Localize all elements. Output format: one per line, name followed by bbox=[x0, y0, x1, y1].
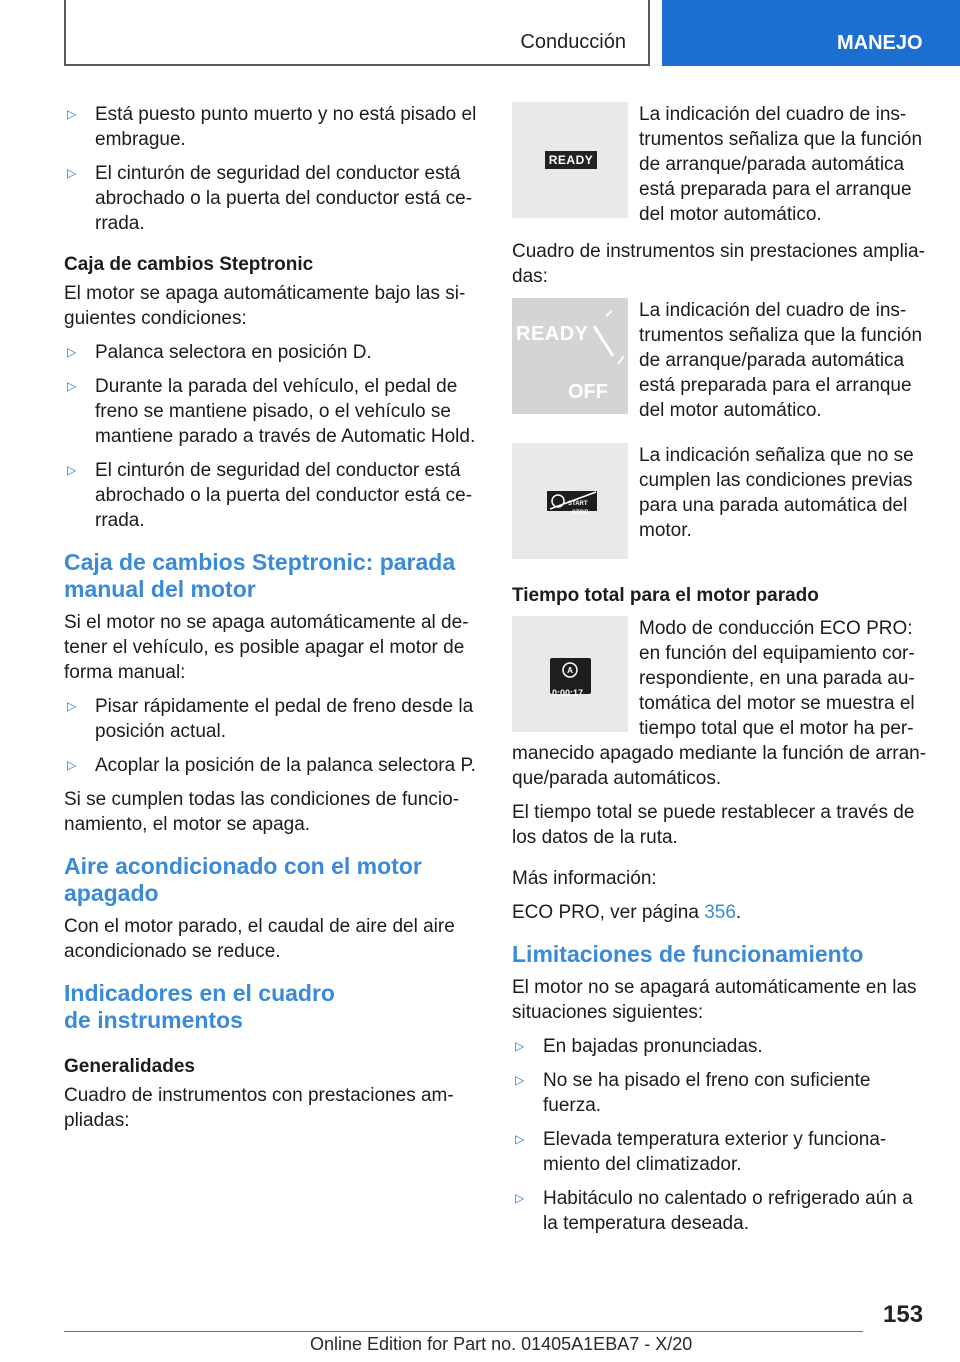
bullet-triangle-icon: ▷ bbox=[515, 1039, 525, 1053]
bullet-triangle-icon: ▷ bbox=[67, 758, 77, 772]
list-item: ▷ Acoplar la posición de la palanca selectora P. bbox=[64, 753, 478, 778]
header-section-title: Conducción bbox=[520, 31, 626, 53]
stop-label: STOP bbox=[572, 510, 589, 516]
list-item: ▷ Está puesto punto muerto y no está pisado el embrague. bbox=[64, 102, 478, 152]
list-item: ▷ En bajadas pronunciadas. bbox=[512, 1034, 932, 1059]
subheading-steptronic: Caja de cambios Steptronic bbox=[64, 254, 314, 275]
figure-ready-extended: READY La indicación del cuadro de instrumentos señaliza que la función de arranque/parada automática está preparada para el arranque del motor automático. bbox=[512, 102, 932, 227]
heading-ac-engine-off: Aire acondicionado con el motor apagado bbox=[64, 853, 422, 906]
bullet-triangle-icon: ▷ bbox=[67, 463, 77, 477]
page-link-356[interactable]: 356 bbox=[704, 902, 736, 923]
auto-start-stop-icon bbox=[512, 616, 628, 732]
list-item: ▷ Palanca selectora en posición D. bbox=[64, 340, 478, 365]
figure-conditions-not-met: START STOP La indicación señaliza que no se cumplen las condiciones previas para una parada automática del motor. bbox=[512, 443, 932, 559]
list-item: ▷ Habitáculo no calentado o refrigerado aún a la temperatura deseada. bbox=[512, 1186, 932, 1236]
list-item: ▷ El cinturón de seguridad del conductor está abrochado o la puerta del conductor está cerrada. bbox=[64, 458, 478, 533]
list-item: ▷ Elevada temperatura exterior y funcionamiento del climatizador. bbox=[512, 1127, 932, 1177]
figure-ready-off: READY OFF La indicación del cuadro de instrumentos señaliza que la función de arranque/parada automática está preparada para el arranque del motor automático. bbox=[512, 298, 932, 423]
paragraph: Si el motor no se apaga automáticamente al detener el vehículo, es posible apagar el motor de forma manual: bbox=[64, 612, 469, 683]
list-item: ▷ Durante la parada del vehículo, el pedal de freno se mantiene pisado, o el vehículo se mantiene parado a través de Automatic Hold. bbox=[64, 374, 478, 449]
header-chapter-title: MANEJO bbox=[837, 32, 923, 54]
paragraph: El motor se apaga automáticamente bajo las siguientes condiciones: bbox=[64, 283, 466, 329]
off-text: OFF bbox=[568, 381, 608, 403]
header-chapter-tab bbox=[662, 0, 960, 66]
gauge-needle-icon bbox=[512, 298, 628, 414]
page-number: 153 bbox=[883, 1301, 924, 1328]
bullet-triangle-icon: ▷ bbox=[515, 1191, 525, 1205]
bullet-triangle-icon: ▷ bbox=[515, 1132, 525, 1146]
figure-total-time: A 0:00:17 Modo de conducción ECO PRO: en función del equipamiento correspondiente, en una parada automática del motor se muestra el tiempo total que el motor ha permanecido apagado mediante la función de arranque/parada automáticos. bbox=[512, 618, 927, 789]
paragraph: El motor no se apagará automáticamente en las situaciones siguientes: bbox=[512, 977, 917, 1023]
eco-pro-reference: ECO PRO, ver página 356. bbox=[512, 902, 742, 923]
bullet-triangle-icon: ▷ bbox=[67, 699, 77, 713]
paragraph: Cuadro de instrumentos con prestaciones ampliadas: bbox=[64, 1085, 454, 1131]
ready-text: READY bbox=[516, 323, 589, 345]
heading-limitations: Limitaciones de funcionamiento bbox=[512, 941, 864, 967]
paragraph: Si se cumplen todas las condiciones de funcionamiento, el motor se apaga. bbox=[64, 789, 460, 835]
timer-readout: 0:00:17 bbox=[552, 688, 584, 698]
more-info-label: Más información: bbox=[512, 868, 657, 889]
subheading-total-time: Tiempo total para el motor parado bbox=[512, 585, 819, 606]
paragraph: Cuadro de instrumentos sin prestaciones ampliadas: bbox=[512, 241, 925, 287]
list-item: ▷ No se ha pisado el freno con suficiente fuerza. bbox=[512, 1068, 932, 1118]
start-label: START bbox=[568, 501, 588, 507]
svg-text:A: A bbox=[567, 666, 573, 675]
bullet-triangle-icon: ▷ bbox=[67, 345, 77, 359]
heading-indicators: Indicadores en el cuadro de instrumentos bbox=[64, 980, 335, 1033]
bullet-triangle-icon: ▷ bbox=[67, 379, 77, 393]
ready-label: READY bbox=[545, 151, 597, 169]
start-stop-disabled-image bbox=[512, 443, 628, 559]
ready-indicator-image bbox=[512, 102, 628, 218]
bullet-triangle-icon: ▷ bbox=[67, 107, 77, 121]
bullet-triangle-icon: ▷ bbox=[515, 1073, 525, 1087]
paragraph: Con el motor parado, el caudal de aire del aire acondicionado se reduce. bbox=[64, 916, 455, 962]
eco-pro-timer-image bbox=[512, 616, 628, 732]
left-column bbox=[64, 102, 478, 1142]
header-section-box bbox=[64, 0, 650, 66]
list-item: ▷ Pisar rápidamente el pedal de freno desde la posición actual. bbox=[64, 694, 478, 744]
right-column bbox=[512, 102, 932, 1245]
list-item: ▷ El cinturón de seguridad del conductor está abrochado o la puerta del conductor está cerrada. bbox=[64, 161, 478, 236]
ready-off-indicator-image bbox=[512, 298, 628, 414]
edition-note: Online Edition for Part no. 01405A1EBA7 - X/20 bbox=[310, 1334, 693, 1354]
subheading-general: Generalidades bbox=[64, 1056, 195, 1077]
footer-divider bbox=[64, 1331, 863, 1332]
paragraph: El tiempo total se puede restablecer a través de los datos de la ruta. bbox=[512, 802, 915, 848]
heading-manual-stop: Caja de cambios Steptronic: parada manual del motor bbox=[64, 549, 456, 602]
bullet-triangle-icon: ▷ bbox=[67, 166, 77, 180]
